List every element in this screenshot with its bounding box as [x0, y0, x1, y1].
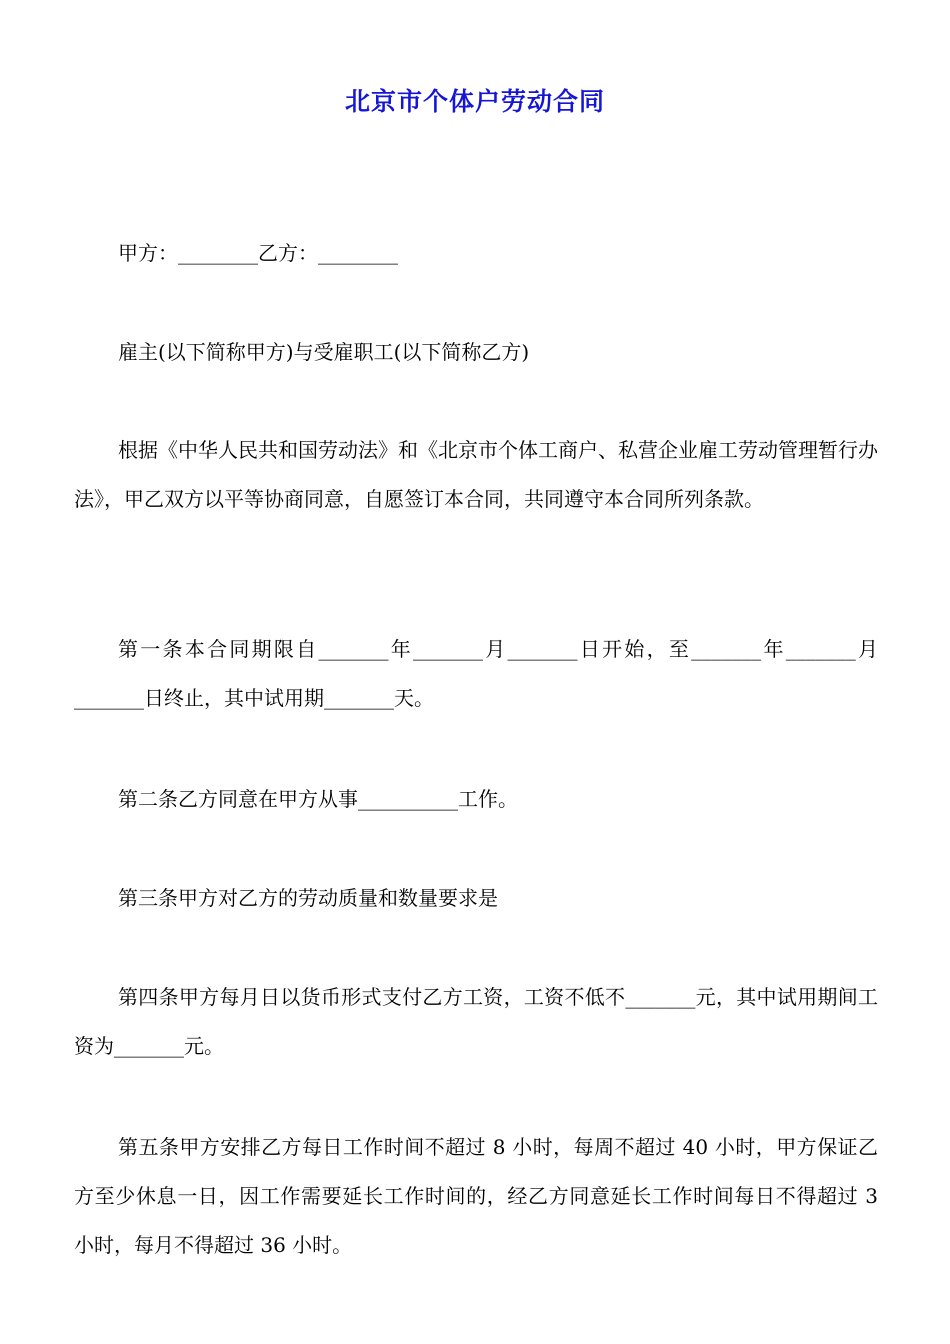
article-5: 第五条甲方安排乙方每日工作时间不超过 8 小时，每周不超过 40 小时，甲方保证乙方至少休息一日，因工作需要延长工作时间的，经乙方同意延长工作时间每日不得超过 3 小时，每月不得超过 36 小时。: [74, 1135, 878, 1257]
article-4: 第四条甲方每月日以货币形式支付乙方工资，工资不低不_______元，其中试用期间工资为_______元。: [74, 985, 878, 1058]
article-3: 第三条甲方对乙方的劳动质量和数量要求是: [118, 886, 498, 910]
parties-line: 甲方：________乙方：________: [118, 241, 398, 265]
intro-paragraph: 雇主(以下简称甲方)与受雇职工(以下简称乙方): [118, 340, 530, 364]
article-2: 第二条乙方同意在甲方从事__________工作。: [118, 787, 518, 811]
article-1: 第一条本合同期限自_______年_______月_______日开始，至_______年_______月_______日终止，其中试用期_______天。: [74, 637, 878, 710]
document-title: 北京市个体户劳动合同: [344, 87, 605, 116]
basis-paragraph: 根据《中华人民共和国劳动法》和《北京市个体工商户、私营企业雇工劳动管理暂行办法》，甲乙双方以平等协商同意，自愿签订本合同，共同遵守本合同所列条款。: [74, 438, 878, 511]
